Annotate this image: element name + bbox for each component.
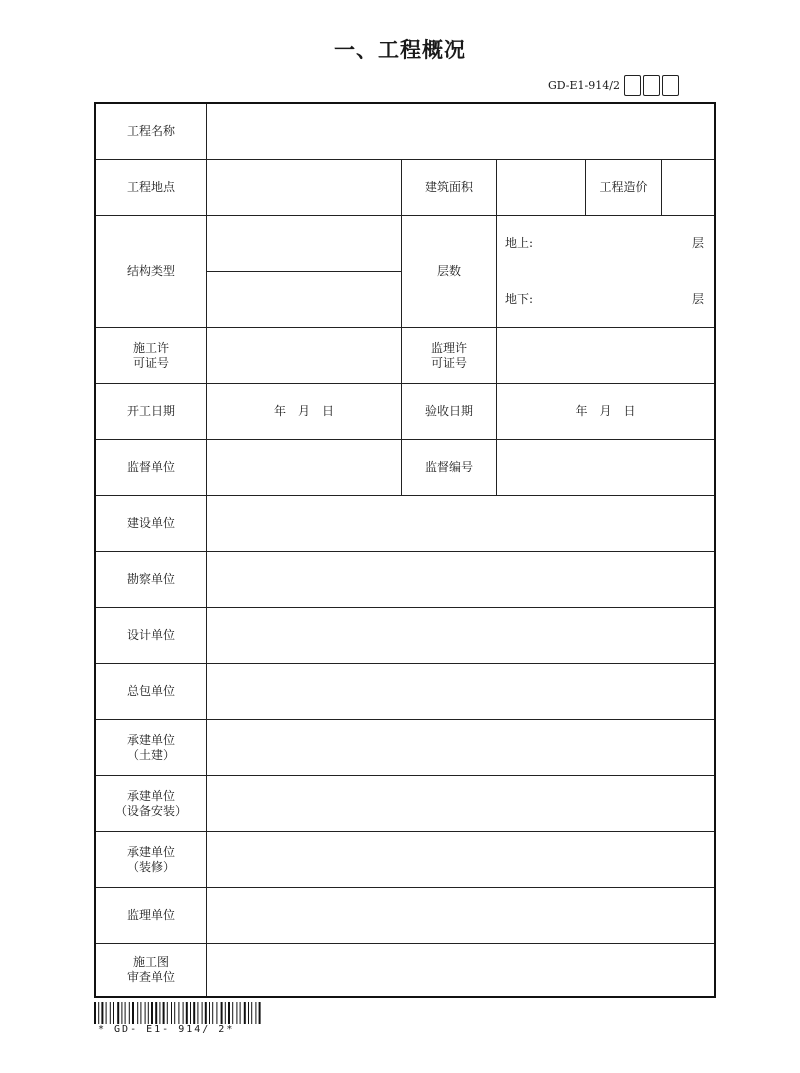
label-structure-type: 结构类型: [126, 264, 175, 278]
label-floors: 层数: [436, 264, 461, 278]
label-owner-unit: 建设单位: [126, 516, 175, 530]
field-design-unit[interactable]: [207, 608, 714, 663]
label-design-unit: 设计单位: [126, 628, 175, 642]
field-contractor-civil[interactable]: [207, 720, 714, 775]
project-overview-form: [94, 102, 716, 998]
field-acceptance-date[interactable]: 年 月 日: [575, 404, 636, 418]
field-structure-type-2[interactable]: [207, 272, 401, 327]
form-code-area: [548, 73, 679, 97]
field-supervision-permit[interactable]: [497, 328, 714, 383]
field-supervisor-unit[interactable]: [207, 888, 714, 943]
label-contractor-equipment: 承建单位 （设备安装）: [114, 788, 187, 818]
field-building-area[interactable]: [497, 160, 585, 215]
label-contractor-decoration: 承建单位 （装修）: [126, 844, 175, 874]
above-ground-label: 地上:: [505, 236, 534, 250]
label-supervision-permit: 监理许 可证号: [430, 340, 467, 370]
barcode-text: * GD- E1- 914/ 2*: [98, 1024, 235, 1035]
label-supervising-unit: 监督单位: [126, 460, 175, 474]
field-supervising-unit[interactable]: [207, 440, 401, 495]
field-owner-unit[interactable]: [207, 496, 714, 551]
label-drawing-review-unit: 施工图 审查单位: [126, 955, 175, 984]
field-below-ground[interactable]: [497, 272, 714, 327]
label-project-name: 工程名称: [126, 124, 175, 138]
field-supervision-number[interactable]: [497, 440, 714, 495]
code-box-3[interactable]: [662, 75, 679, 96]
field-project-location[interactable]: [207, 160, 401, 215]
floor-unit: 层: [691, 292, 704, 306]
below-ground-label: 地下:: [505, 292, 534, 306]
field-drawing-review-unit[interactable]: [207, 944, 714, 996]
floor-unit: 层: [691, 236, 704, 250]
label-project-cost: 工程造价: [599, 180, 648, 194]
field-general-contractor[interactable]: [207, 664, 714, 719]
label-general-contractor: 总包单位: [126, 684, 175, 698]
label-contractor-civil: 承建单位 （土建）: [126, 732, 175, 762]
code-box-2[interactable]: [643, 75, 660, 96]
field-contractor-equipment[interactable]: [207, 776, 714, 831]
field-survey-unit[interactable]: [207, 552, 714, 607]
field-project-name[interactable]: [207, 104, 714, 159]
code-box-1[interactable]: [624, 75, 641, 96]
field-above-ground[interactable]: [497, 216, 714, 271]
page-title: 一、工程概况: [334, 38, 466, 62]
field-project-cost[interactable]: [662, 160, 714, 215]
field-start-date[interactable]: 年 月 日: [273, 404, 334, 418]
field-structure-type-1[interactable]: [207, 216, 401, 271]
label-supervision-number: 监督编号: [424, 460, 473, 474]
label-acceptance-date: 验收日期: [424, 404, 473, 418]
label-supervisor-unit: 监理单位: [126, 908, 175, 922]
label-building-area: 建筑面积: [424, 180, 473, 194]
label-survey-unit: 勘察单位: [126, 572, 175, 586]
barcode-icon: [94, 1002, 264, 1024]
form-code: GD-E1-914/2: [548, 78, 620, 92]
label-start-date: 开工日期: [126, 404, 175, 418]
label-construction-permit: 施工许 可证号: [132, 340, 169, 370]
field-contractor-decoration[interactable]: [207, 832, 714, 887]
label-project-location: 工程地点: [126, 180, 175, 194]
field-construction-permit[interactable]: [207, 328, 401, 383]
